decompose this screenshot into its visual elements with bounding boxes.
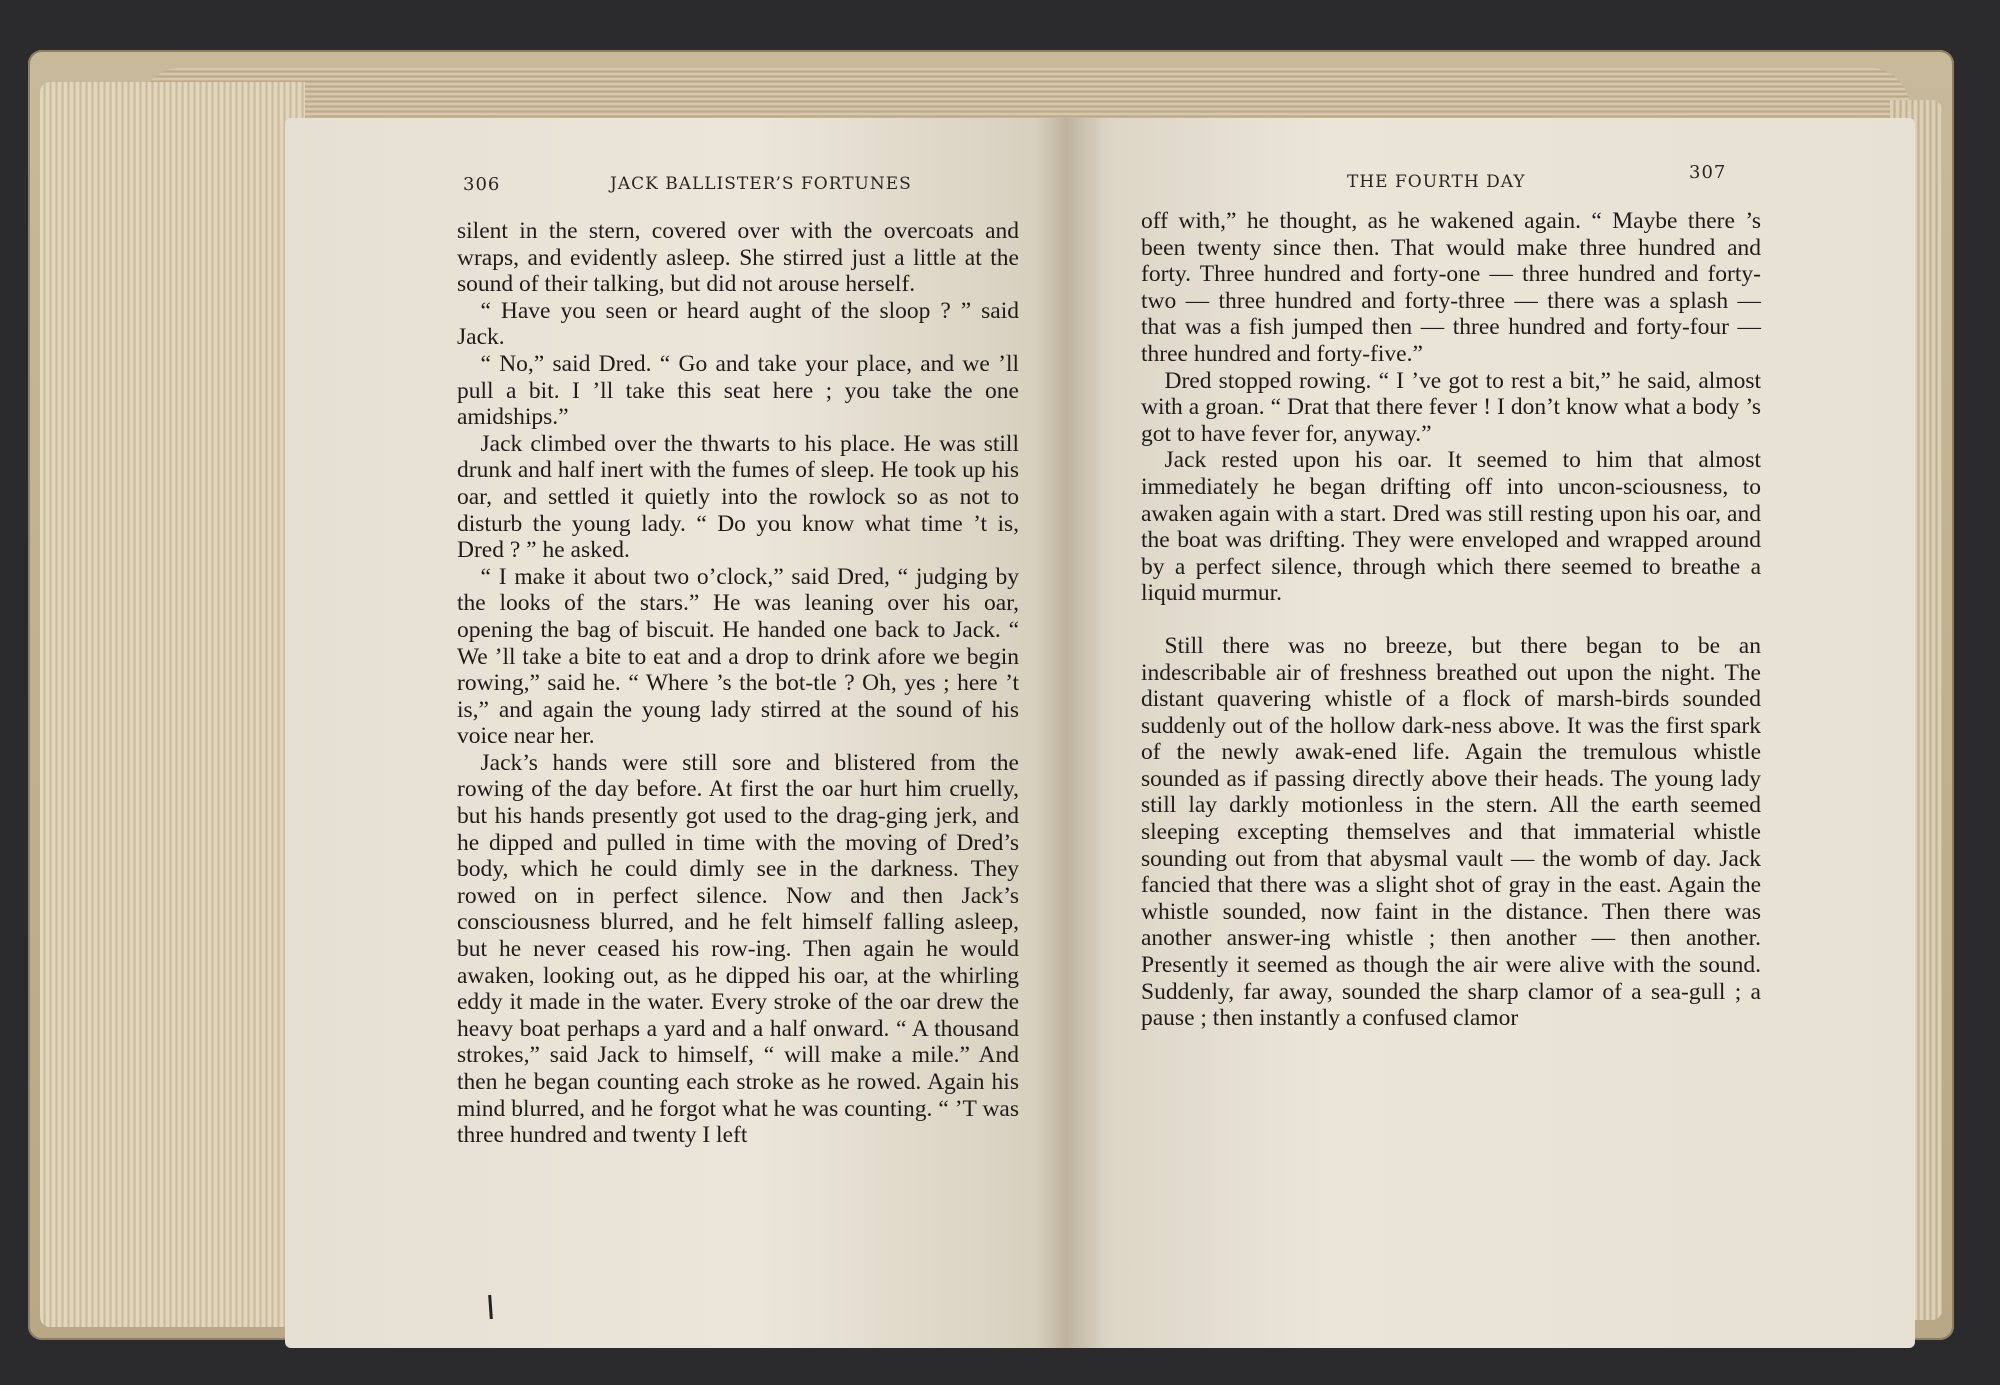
paragraph: “ Have you seen or heard aught of the sloop ? ” said Jack. (457, 297, 1019, 351)
paragraph: Still there was no breeze, but there began to be an indescribable air of freshness breathed out upon the night. The distant quavering whistle of a flock of marsh-birds sounded suddenly out of the hollow dark-ness above. It was the first spark of the newly awak-ened life. Again the tremulous whistle sounded as if passing directly above their heads. The young lady still lay darkly motionless in the stern. All the earth seemed sleeping excepting themselves and that immaterial whistle sounding out from that abysmal vault — the womb of day. Jack fancied that there was a slight shot of gray in the east. Again the whistle sounded, now faint in the distance. Then there was another answer-ing whistle ; then another — then another. Presently it seemed as though the air were alive with the sound. Suddenly, far away, sounded the sharp clamor of a sea-gull ; a pause ; then instantly a confused clamor (1141, 632, 1761, 1032)
paragraph: “ I make it about two o’clock,” said Dred, “ judging by the looks of the stars.” He was leaning over his oar, opening the bag of biscuit. He handed one back to Jack. “ We ’ll take a bite to eat and a drop to drink afore we begin rowing,” said he. “ Where ’s the bot-tle ? Oh, yes ; here ’t is,” and again the young lady stirred at the sound of his voice near her. (457, 563, 1019, 750)
left-running-head: JACK BALLISTER’S FORTUNES (610, 174, 912, 194)
paragraph: Dred stopped rowing. “ I ’ve got to rest a bit,” he said, almost with a groan. “ Drat that there fever ! I don’t know what a body ’s got to have fever for, anyway.” (1141, 367, 1761, 447)
left-page-text (457, 218, 1019, 1149)
paragraph: Jack climbed over the thwarts to his place. He was still drunk and half inert with the fumes of sleep. He took up his oar, and settled it quietly into the rowlock so as not to disturb the young lady. “ Do you know what time ’t is, Dred ? ” he asked. (457, 430, 1019, 564)
paragraph: silent in the stern, covered over with the overcoats and wraps, and evidently asleep. She stirred just a little at the sound of their talking, but did not arouse herself. (457, 218, 1019, 298)
right-page (1067, 118, 1915, 1348)
paragraph: Jack’s hands were still sore and blistered from the rowing of the day before. At first the oar hurt him cruelly, but his hands presently got used to the drag-ging jerk, and he dipped and pulled in time with the moving of Dred’s body, which he could dimly see in the darkness. They rowed on in perfect silence. Now and then Jack’s consciousness blurred, and he felt himself falling asleep, but he never ceased his row-ing. Then again he would awaken, looking out, as he dipped his oar, at the whirling eddy it made in the water. Every stroke of the oar drew the heavy boat perhaps a yard and a half onward. “ A thousand strokes,” said Jack to himself, “ will make a mile.” And then he began counting each stroke as he rowed. Again his mind blurred, and he forgot what he was counting. “ ’T was three hundred and twenty I left (457, 749, 1019, 1149)
page-edges-left (40, 82, 305, 1327)
right-page-number: 307 (1689, 162, 1727, 183)
right-page-text (1141, 208, 1761, 1032)
paragraph: “ No,” said Dred. “ Go and take your place, and we ’ll pull a bit. I ’ll take this seat here ; you take the one amidships.” (457, 350, 1019, 431)
paragraph: Jack rested upon his oar. It seemed to him that almost immediately he began drifting off into uncon-sciousness, to awaken again with a start. Dred was still resting upon his oar, and the boat was drifting. They were enveloped and wrapped around by a perfect silence, through which there seemed to breathe a liquid murmur. (1141, 447, 1761, 607)
left-page-number: 306 (463, 174, 501, 195)
right-running-head: THE FOURTH DAY (1347, 172, 1526, 192)
paragraph: off with,” he thought, as he wakened again. “ Maybe there ’s been twenty since then. That would make three hundred and forty. Three hundred and forty-one — three hundred and forty-two — three hundred and forty-three — there was a splash — that was a fish jumped then — three hundred and forty-four — three hundred and forty-five.” (1141, 208, 1761, 367)
page-edges-top (140, 68, 1910, 118)
left-page (285, 118, 1067, 1348)
